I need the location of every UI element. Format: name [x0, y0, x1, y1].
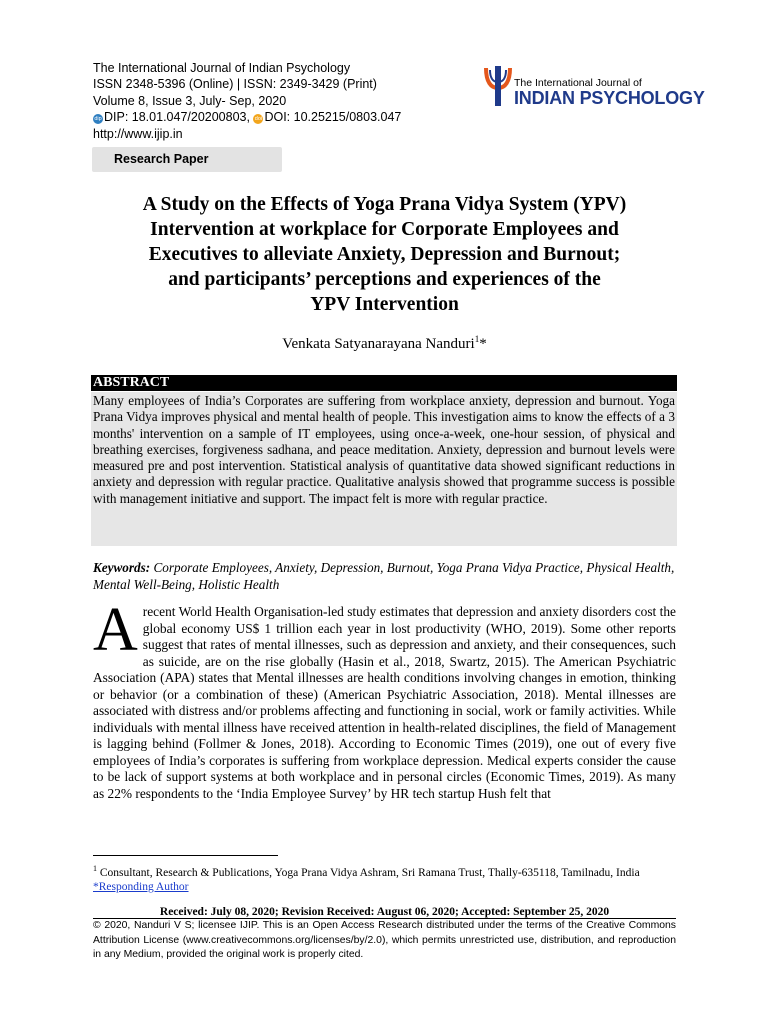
submission-dates: Received: July 08, 2020; Revision Received: August 06, 2020; Accepted: September 25, 2020 — [159, 906, 610, 918]
author-corresponding-marker: * — [479, 336, 487, 352]
responding-author-link[interactable]: *Responding Author — [93, 880, 189, 893]
logo-small-title: The International Journal of — [514, 77, 642, 89]
title-line: and participants’ perceptions and experiences of the — [168, 269, 601, 290]
keywords-text: Corporate Employees, Anxiety, Depression, Burnout, Yoga Prana Vidya Practice, Physical Health, Mental Well-Being, Holistic Health — [93, 560, 675, 592]
title-line: Intervention at workplace for Corporate Employees and — [150, 219, 619, 240]
journal-logo — [482, 64, 705, 112]
footnotes — [93, 862, 676, 894]
article-type-banner — [92, 147, 282, 172]
title-line: Executives to alleviate Anxiety, Depression and Burnout; — [148, 244, 621, 265]
journal-issn: ISSN 2348-5396 (Online) | ISSN: 2349-3429 (Print) — [93, 77, 377, 92]
doi-badge-icon: doi — [254, 116, 263, 123]
abstract-text: Many employees of India’s Corporates are suffering from workplace anxiety, depression and burnout. Yoga Prana Vidya improves physical and mental health of people. This investigation aims to know the effects of a 3 months' intervention on a sample of IT employees, using once-a-week, one-hour session, of physical and breathing exercises, forgiveness sadhana, and peace meditation. Anxiety, depression and burnout levels were measured pre and post intervention. Statistical analysis of quantitative data showed significant reductions in anxiety and depression with regular practice. Qualitative analysis showed that programme success is possible with management initiative and support. The impact felt is more with regular practice. — [91, 392, 677, 546]
introduction-paragraph — [93, 596, 676, 802]
doi-number[interactable]: DOI: 10.25215/0803.047 — [264, 110, 402, 125]
introduction-text: recent World Health Organisation-led study estimates that depression and anxiety disorders cost the global economy US$ 1 trillion each year in lost productivity (WHO, 2019). Some other reports suggest that rates of mental illnesses, such as depression and anxiety, and their consequences, such as suicide, are on the rise globally (Hasin et al., 2018, Swartz, 2015). The American Psychiatric Association (APA) states that Mental illnesses are health conditions involving changes in emotion, thinking or behavior (or a combination of these) (American Psychiatric Association, 2018). Mental illnesses are associated with distress and/or problems affecting and functioning in social, work or family activities. While individuals with mental illness have received attention in health-related disciplines, the field of Management is lagging behind (Follmer & Jones, 2018). According to Economic Times (2019), one out of every five employees of India’s corporates is suffering from workplace depression. Medical experts consider the cause to be lack of support systems at both workplace and in personal circles (Economic Times, 2019). As many as 22% respondents to the ‘India Employee Survey’ by HR tech startup Hush felt that — [93, 604, 676, 801]
dip-badge-icon: dip — [94, 116, 102, 123]
journal-volume: Volume 8, Issue 3, July- Sep, 2020 — [93, 93, 287, 108]
affiliation-footnote — [93, 862, 676, 880]
paper-title — [93, 192, 676, 317]
journal-identifiers — [93, 109, 401, 125]
dip-number: DIP: 18.01.047/20200803, — [104, 110, 250, 125]
title-line: A Study on the Effects of Yoga Prana Vidya System (YPV) — [142, 194, 627, 215]
license-statement: © 2020, Nanduri V S; licensee IJIP. This is an Open Access Research distributed under the terms of the Creative Commons Attribution License (www.creativecommons.org/licenses/by/2.0), which permits unrestricted use, distribution, and reproduction in any Medium, provided the original work is properly cited. — [93, 920, 676, 961]
author-affiliation-marker: 1 — [474, 334, 480, 344]
drop-cap: A — [93, 596, 138, 664]
journal-name: The International Journal of Indian Psychology — [93, 61, 351, 75]
journal-header — [93, 60, 401, 142]
logo-big-title: INDIAN PSYCHOLOGY — [514, 88, 705, 108]
keywords-label: Keywords: — [93, 560, 151, 575]
footnote-marker: 1 — [93, 864, 97, 873]
keywords — [93, 559, 676, 593]
psi-logo-icon — [482, 64, 514, 110]
article-type-label: Research Paper — [114, 152, 209, 166]
title-line: YPV Intervention — [310, 294, 459, 315]
journal-url[interactable]: http://www.ijip.in — [93, 126, 183, 141]
footnote-divider — [93, 855, 278, 856]
affiliation-text: Consultant, Research & Publications, Yoga Prana Vidya Ashram, Sri Ramana Trust, Thally-635118, Tamilnadu, India — [99, 866, 640, 879]
author-name: Venkata Satyanarayana Nanduri — [282, 336, 475, 352]
author-line — [93, 334, 676, 353]
abstract-heading: ABSTRACT — [91, 375, 677, 391]
